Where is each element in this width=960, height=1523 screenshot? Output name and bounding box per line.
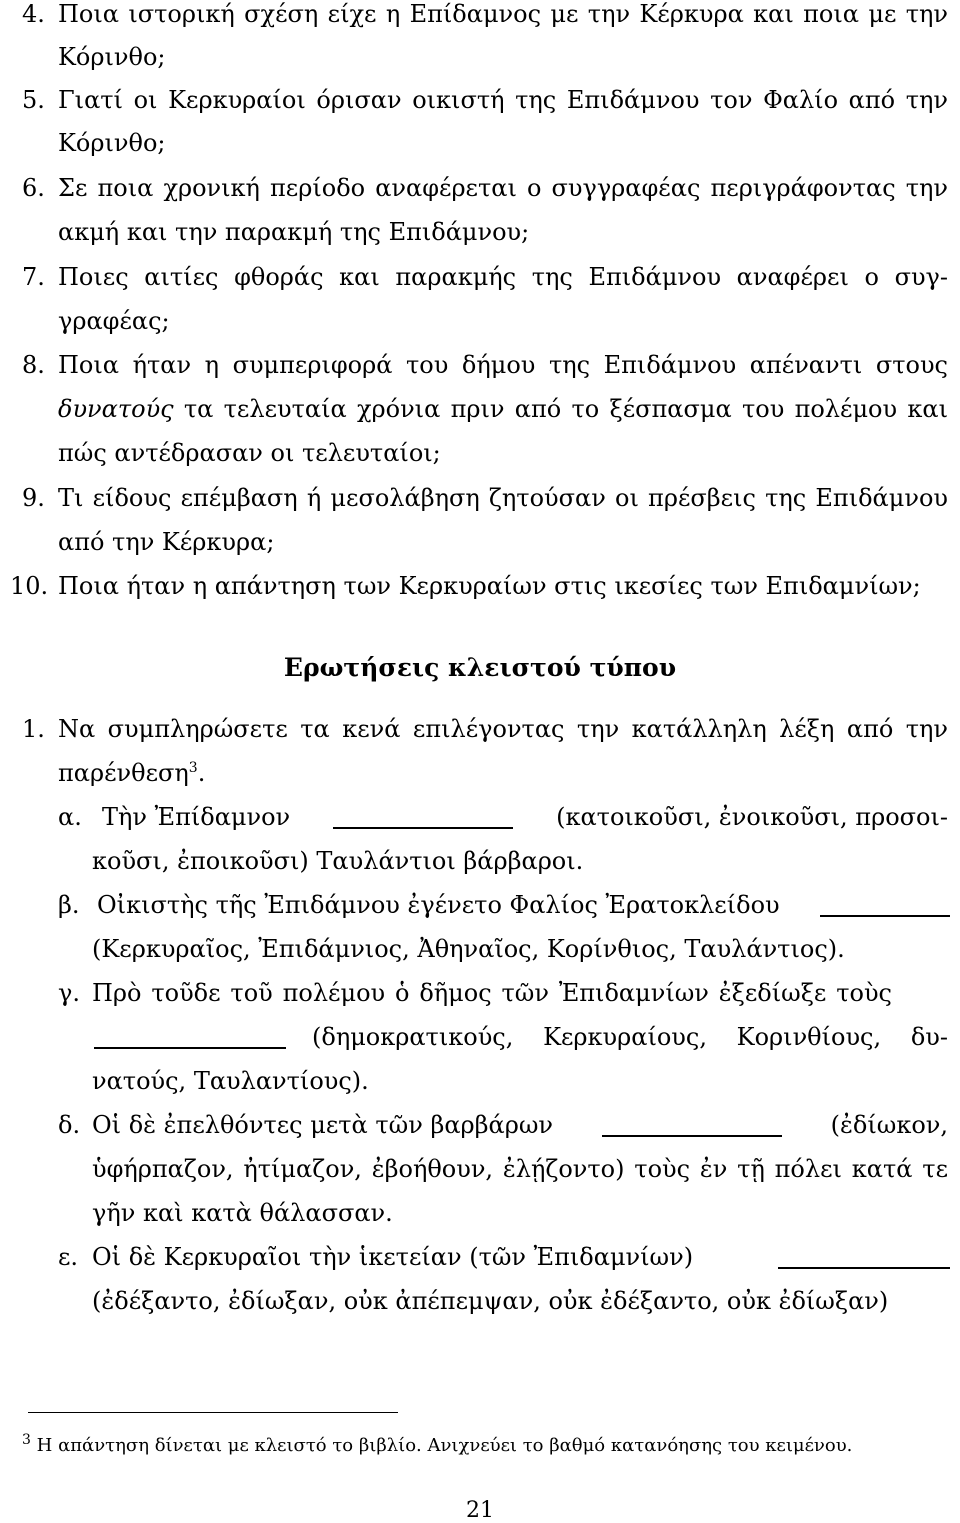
question-number: 7. xyxy=(22,263,45,291)
answer-blank xyxy=(602,1113,782,1137)
item-text: Πρὸ τοῦδε τοῦ πολέμου ὁ δῆμος τῶν Ἐπιδαμνίων ἐξεδίωξε τοὺς xyxy=(92,979,892,1007)
fill-line xyxy=(92,1113,948,1137)
item-text: (δημοκρατικούς, Κερκυραίους, Κορινθίους, δυ- xyxy=(312,1023,948,1051)
item-text: ὑφήρπαζον, ἠτίμαζον, ἐβοήθουν, ἐλῄζοντο) τοὺς ἐν τῇ πόλει κατά τε xyxy=(92,1155,948,1183)
choices-text: (ἐδίωκον, xyxy=(830,1111,948,1139)
question-text-rest: τα τελευταία χρόνια πριν από το ξέσπασμα του πολέμου και xyxy=(173,395,948,423)
question-text-part: παρένθεση xyxy=(58,759,189,787)
question-text: Κόρινθο; xyxy=(58,43,166,71)
answer-blank xyxy=(94,1025,286,1049)
question-text: πώς αντέδρασαν οι τελευταίοι; xyxy=(58,439,441,467)
footnote-ref: 3 xyxy=(188,760,198,776)
item-text: νατούς, Ταυλαντίους). xyxy=(92,1067,369,1095)
choices-text: (κατοικοῦσι, ἐνοικοῦσι, προσοι- xyxy=(556,803,948,831)
item-text: γῆν καὶ κατὰ θάλασσαν. xyxy=(92,1199,393,1227)
question-text: Κόρινθο; xyxy=(58,129,166,157)
question-number: 4. xyxy=(22,0,45,28)
question-text: Ποια ιστορική σχέση είχε η Επίδαμνος με την Κέρκυρα και ποια με την xyxy=(58,0,948,28)
footnote xyxy=(22,1433,852,1455)
item-text: (ἐδέξαντο, ἐδίωξαν, οὐκ ἀπέπεμψαν, οὐκ ἐδέξαντο, οὐκ ἐδίωξαν) xyxy=(92,1287,889,1315)
item-text: Οἱ δὲ Κερκυραῖοι τὴν ἱκετείαν (τῶν Ἐπιδαμνίων) xyxy=(92,1243,694,1271)
question-number: 5. xyxy=(22,86,45,114)
item-text: Οἰκιστὴς τῆς Ἐπιδάμνου ἐγένετο Φαλίος Ἐρατοκλείδου xyxy=(97,891,780,919)
section-heading: Ερωτήσεις κλειστού τύπου xyxy=(283,653,677,682)
question-number: 10. xyxy=(10,572,49,600)
question-text: Σε ποια χρονική περίοδο αναφέρεται ο συγγραφέας περιγράφοντας την xyxy=(58,174,948,202)
question-number: 8. xyxy=(22,351,45,379)
question-text: Γιατί οι Κερκυραίοι όρισαν οικιστή της Επιδάμνου τον Φαλίο από την xyxy=(58,86,948,114)
item-text: Τὴν Ἐπίδαμνον xyxy=(102,803,291,831)
question-text: Να συμπληρώσετε τα κενά επιλέγοντας την κατάλληλη λέξη από την xyxy=(58,715,948,743)
question-text: Ποια ήταν η απάντηση των Κερκυραίων στις ικεσίες των Επιδαμνίων; xyxy=(58,572,921,600)
question-text xyxy=(58,397,948,421)
question-text: από την Κέρκυρα; xyxy=(58,528,275,556)
question-number: 1. xyxy=(22,715,45,743)
footnote-rule xyxy=(28,1412,398,1413)
fill-line xyxy=(102,805,948,829)
question-text: ακμή και την παρακμή της Επιδάμνου; xyxy=(58,218,530,246)
item-text: (Κερκυραῖος, Ἐπιδάμνιος, Ἀθηναῖος, Κορίνθιος, Ταυλάντιος). xyxy=(92,935,845,963)
question-text: Τι είδους επέμβαση ή μεσολάβηση ζητούσαν οι πρέσβεις της Επιδάμνου xyxy=(58,484,948,512)
answer-blank xyxy=(333,805,513,829)
answer-blank xyxy=(820,893,950,917)
item-text: κοῦσι, ἐποικοῦσι) Ταυλάντιοι βάρβαροι. xyxy=(92,847,584,875)
emphasis-word: δυνατούς xyxy=(58,395,174,423)
question-text: Ποια ήταν η συμπεριφορά του δήμου της Επιδάμνου απέναντι στους xyxy=(58,351,948,379)
footnote-mark: 3 xyxy=(22,1432,31,1448)
item-text: Οἱ δὲ ἐπελθόντες μετὰ τῶν βαρβάρων xyxy=(92,1111,553,1139)
question-number: 9. xyxy=(22,484,45,512)
answer-blank xyxy=(778,1245,950,1269)
footnote-text: Η απάντηση δίνεται με κλειστό το βιβλίο. Ανιχνεύει το βαθμό κατανόησης του κειμένου. xyxy=(36,1435,853,1456)
question-text xyxy=(58,761,205,785)
item-label: ε. xyxy=(58,1243,79,1271)
question-number: 6. xyxy=(22,174,45,202)
item-label: α. xyxy=(58,803,82,831)
question-text: γραφέας; xyxy=(58,307,170,335)
punctuation: . xyxy=(197,759,206,787)
item-label: β. xyxy=(58,891,80,919)
item-label: δ. xyxy=(58,1111,81,1139)
page-number: 21 xyxy=(466,1498,494,1523)
question-text: Ποιες αιτίες φθοράς και παρακμής της Επιδάμνου αναφέρει ο συγ- xyxy=(58,263,948,291)
item-label: γ. xyxy=(58,979,80,1007)
